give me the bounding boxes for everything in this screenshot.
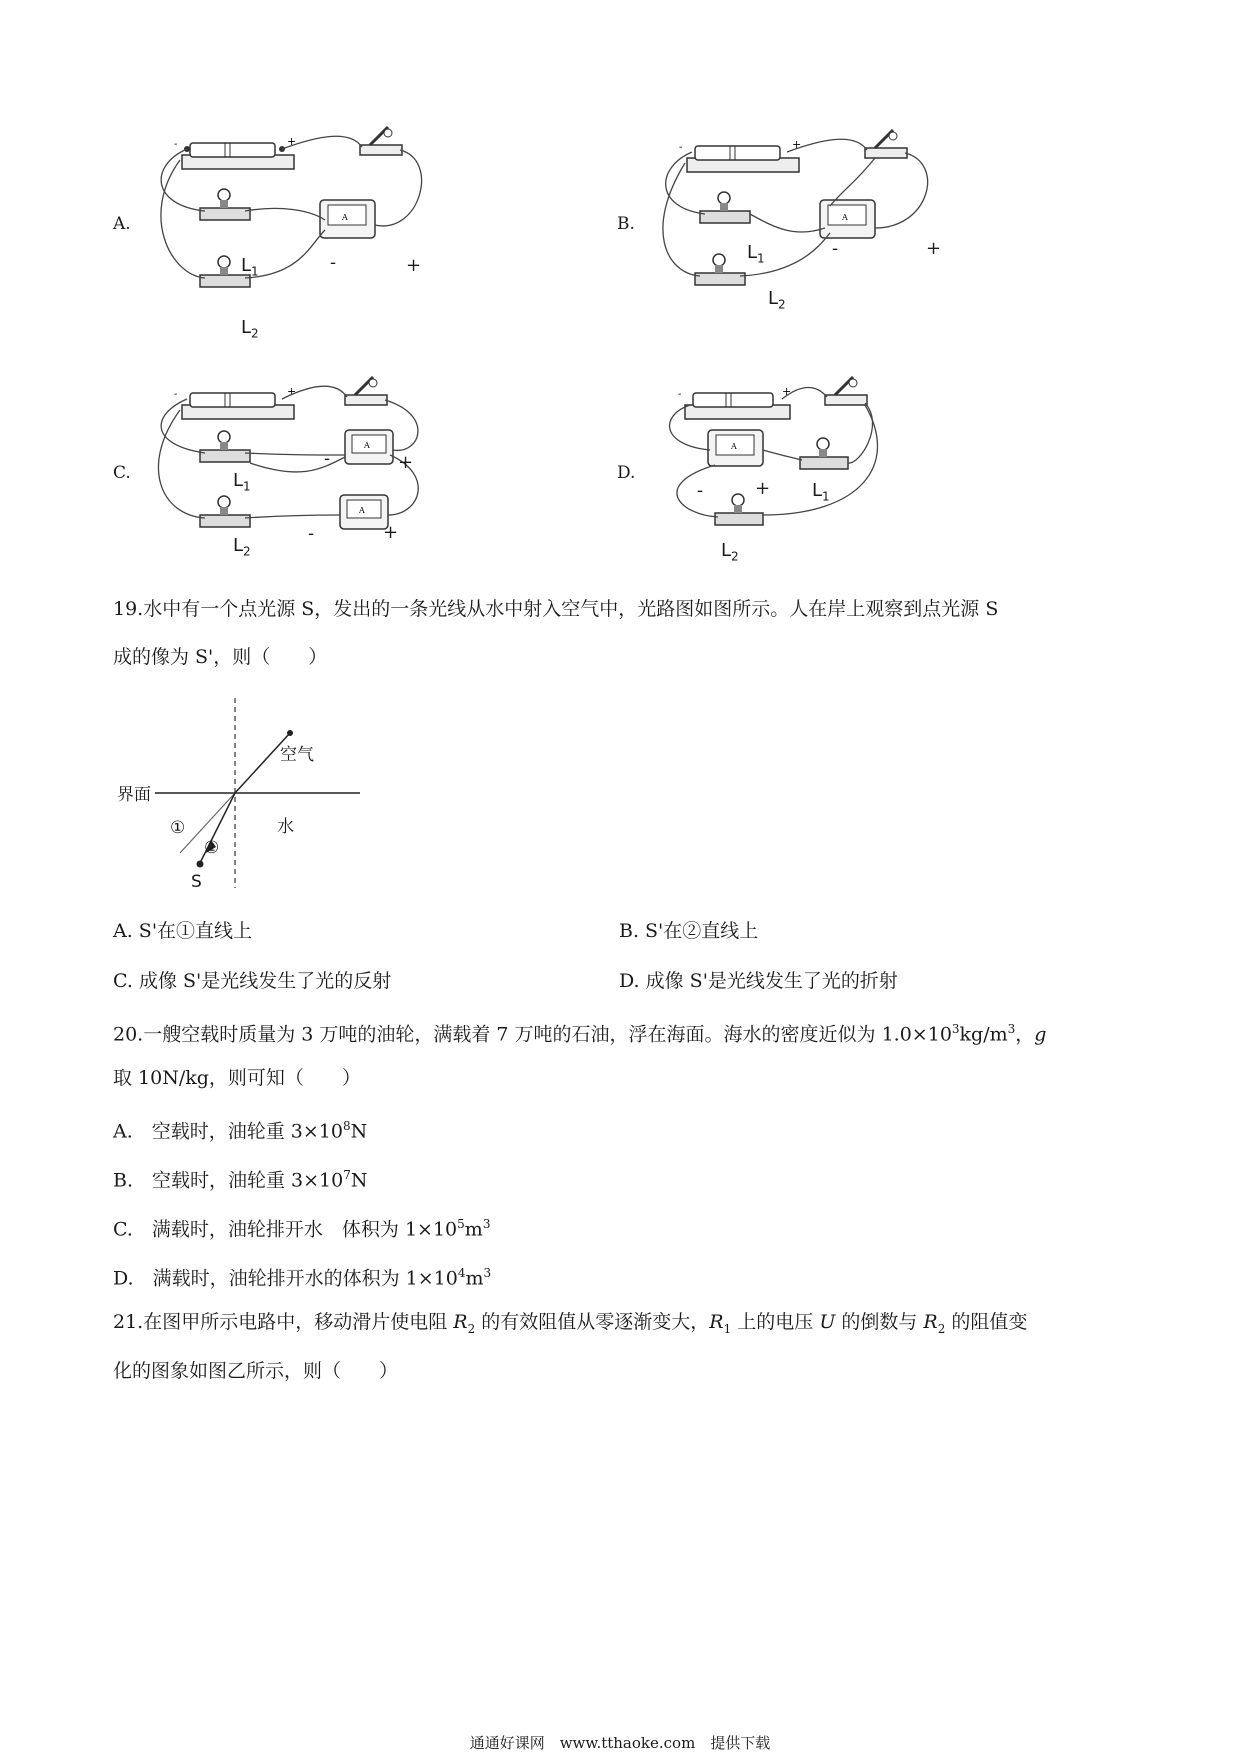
q19-line1: 19.水中有一个点光源 S，发出的一条光线从水中射入空气中，光路图如图所示。人在岸上观察到点光源 S: [113, 598, 999, 620]
label-l2-a: $L_2$: [241, 317, 259, 341]
svg-text:-: -: [679, 142, 683, 153]
q19-option-b: B. S'在②直线上: [619, 920, 759, 942]
ammeter-minus-b: -: [832, 238, 839, 259]
label-l2-d: $L_2$: [721, 540, 739, 564]
q20-line1: 20.一艘空载时质量为 3 万吨的油轮，满载着 7 万吨的石油，浮在海面。海水的密度近似为 $1.0\times 10^3kg/m^3$，g: [113, 1022, 1047, 1046]
ammeter-icon: [708, 430, 763, 466]
option-a-letter: A.: [113, 214, 131, 234]
label-air: 空气: [280, 745, 314, 765]
label-l2-c: $L_2$: [233, 535, 251, 559]
svg-text:A: A: [342, 213, 348, 222]
q19-option-c: C. 成像 S'是光线发生了光的反射: [113, 970, 392, 992]
battery-icon: [174, 385, 296, 419]
ammeter-1-icon: [345, 430, 393, 464]
ammeter-icon: [820, 200, 875, 238]
ammeter-2-minus-c: -: [308, 523, 315, 544]
q19-option-d: D. 成像 S'是光线发生了光的折射: [619, 970, 898, 992]
switch-icon: [865, 130, 907, 158]
option-b-letter: B.: [617, 214, 635, 234]
bulb-l1-icon: [800, 438, 848, 469]
ammeter-minus-a: -: [330, 252, 337, 273]
q19-option-a: A. S'在①直线上: [113, 920, 253, 942]
svg-text:+: +: [287, 385, 297, 398]
bulb-l2-icon: [695, 254, 745, 285]
circuit-diagram-b: [655, 128, 955, 323]
source-point-icon: [197, 861, 204, 868]
ammeter-icon: [320, 200, 375, 238]
switch-icon: [345, 377, 387, 405]
ammeter-2-plus-c: +: [383, 522, 399, 543]
label-l1-a: $L_1$: [241, 255, 259, 279]
bulb-l1-icon: [700, 192, 750, 223]
svg-text:+: +: [782, 385, 792, 398]
option-d-letter: D.: [617, 463, 636, 483]
svg-text:A: A: [731, 442, 737, 451]
label-water: 水: [277, 817, 294, 837]
ammeter-plus-a: +: [406, 255, 422, 276]
label-l1-b: $L_1$: [747, 242, 765, 266]
ammeter-minus-d: -: [697, 480, 704, 501]
battery-icon: [679, 138, 801, 172]
q21-line2: 化的图象如图乙所示，则（ ）: [113, 1360, 399, 1382]
bulb-l1-icon: [200, 431, 250, 462]
bulb-l1-icon: [200, 189, 250, 220]
svg-text:A: A: [842, 213, 848, 222]
q20-option-a: A. 空载时，油轮重 $3\times 10^8N$: [113, 1119, 368, 1143]
option-c-letter: C.: [113, 463, 131, 483]
svg-text:A: A: [359, 506, 365, 515]
svg-text:-: -: [174, 139, 178, 150]
battery-icon: [678, 385, 791, 419]
svg-text:-: -: [678, 389, 682, 400]
label-l1-d: $L_1$: [812, 480, 830, 504]
ammeter-plus-b: +: [926, 238, 942, 259]
q19-line2: 成的像为 S'，则（ ）: [113, 646, 328, 668]
q21-line1: 21.在图甲所示电路中，移动滑片使电阻 $R_2$ 的有效阻值从零逐渐变大，$R_1$ 上的电压 U 的倒数与 $R_2$ 的阻值变: [113, 1311, 1028, 1336]
ammeter-plus-d: +: [755, 478, 771, 499]
switch-icon: [825, 377, 867, 405]
bulb-l2-icon: [200, 496, 250, 527]
label-ray-2: ②: [204, 838, 220, 858]
page-footer: 通通好课网 www.tthaoke.com 提供下载: [469, 1734, 771, 1752]
q20-option-b: B. 空载时，油轮重 $3\times 10^7N$: [113, 1168, 368, 1192]
label-ray-1: ①: [170, 818, 186, 838]
circuit-diagram-a: [150, 125, 450, 340]
switch-icon: [360, 127, 402, 155]
svg-text:A: A: [364, 441, 370, 450]
battery-icon: [174, 135, 296, 169]
ammeter-1-plus-c: +: [398, 452, 414, 473]
label-source: S: [191, 872, 202, 892]
svg-text:-: -: [174, 389, 178, 400]
label-l1-c: $L_1$: [233, 470, 251, 494]
ammeter-1-minus-c: -: [324, 448, 331, 469]
circuit-diagram-d: [660, 375, 890, 560]
svg-text:+: +: [792, 138, 802, 151]
svg-text:+: +: [287, 135, 297, 148]
q20-option-c: C. 满载时，油轮排开水 体积为 $1\times 10^5m^3$: [113, 1217, 491, 1241]
q20-line2: 取 10N/kg，则可知（ ）: [113, 1067, 361, 1089]
label-interface: 界面: [117, 785, 151, 805]
ammeter-2-icon: [340, 495, 388, 529]
q20-option-d: D. 满载时，油轮排开水的体积为 $1\times 10^4m^3$: [113, 1266, 492, 1290]
label-l2-b: $L_2$: [768, 288, 786, 312]
